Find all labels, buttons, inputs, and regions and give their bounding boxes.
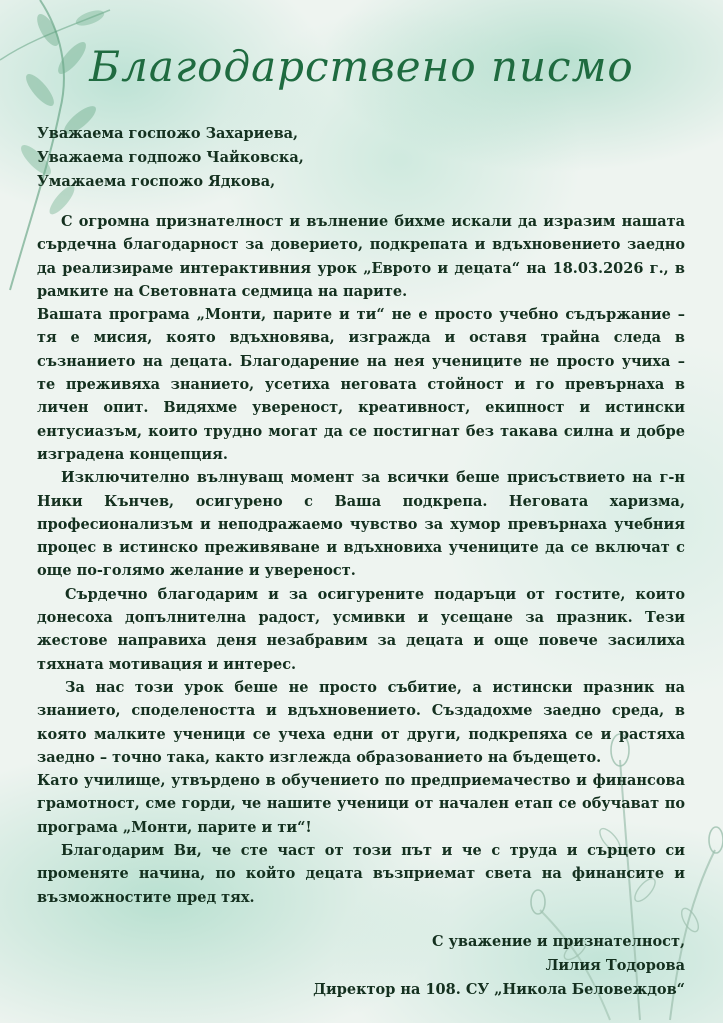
body-paragraph: Като училище, утвърдено в обучението по предприемачество и финансова грамотност, сме горди, че нашите ученици от начален етап се обучават по програма „Монти, парите и ти“! xyxy=(37,772,685,836)
signature-block xyxy=(313,930,685,1002)
greeting-line: Уважаема годпожо Чайковска, xyxy=(37,149,304,166)
signature-name: Лилия Тодорова xyxy=(545,957,685,974)
signature-closing: С уважение и признателност, xyxy=(432,933,685,950)
greeting-block xyxy=(37,122,304,194)
body-paragraph: С огромна признателност и вълнение бихме искали да изразим нашата сърдечна благодарност за доверието, подкрепата и вдъхновението заедно да реализираме интерактивния урок „Еврото и децата“ на 18.03.2026 г., в рамките на Световната седмица на парите. xyxy=(37,213,685,300)
body-paragraph: За нас този урок беше не просто събитие, а истински празник на знанието, споделеността и вдъхновението. Създадохме заедно среда, в която малките ученици се учеха едни от други, подкрепяха се и растяха заедно – точно така, както изглежда образованието на бъдещето. xyxy=(37,678,685,766)
greeting-line: Умажаема госпожо Ядкова, xyxy=(37,173,276,190)
signature-position: Директор на 108. СУ „Никола Беловеждов“ xyxy=(313,981,685,998)
greeting-line: Уважаема госпожо Захариева, xyxy=(37,125,299,142)
letter-title: Благодарствено писмо xyxy=(89,42,634,91)
body-paragraph: Благодарим Ви, че сте част от този път и че с труда и сърцето си променяте начина, по който децата възприемат света на финансите и възможностите пред тях. xyxy=(37,842,685,906)
body-paragraph: Сърдечно благодарим и за осигурените подаръци от гостите, които донесоха допълнителна радост, усмивки и усещане за празник. Тези жестове направиха деня незабравим за децата и още повече засилиха тяхната мотивация и интерес. xyxy=(37,585,685,673)
body-paragraph: Изключително вълнуващ момент за всички беше присъствието на г-н Ники Кънчев, осигурено с Ваша подкрепа. Неговата харизма, професионализъм и неподражаемо чувство за хумор превърнаха учебния процес в истинско преживяване и вдъхновиха учениците да се включат с още по-голямо желание и увереност. xyxy=(37,469,685,580)
body-paragraph: Вашата програма „Монти, парите и ти“ не е просто учебно съдържание – тя е мисия, която вдъхновява, изгражда и оставя трайна следа в съзнанието на децата. Благодарение на нея учениците не просто учиха – те преживяха знанието, усетиха неговата стойност и го превърнаха в личен опит. Видяхме увереност, креативност, екипност и истински ентусиазъм, които трудно могат да се постигнат без такава силна и добре изградена концепция. xyxy=(37,306,685,463)
letter-body xyxy=(37,210,685,909)
